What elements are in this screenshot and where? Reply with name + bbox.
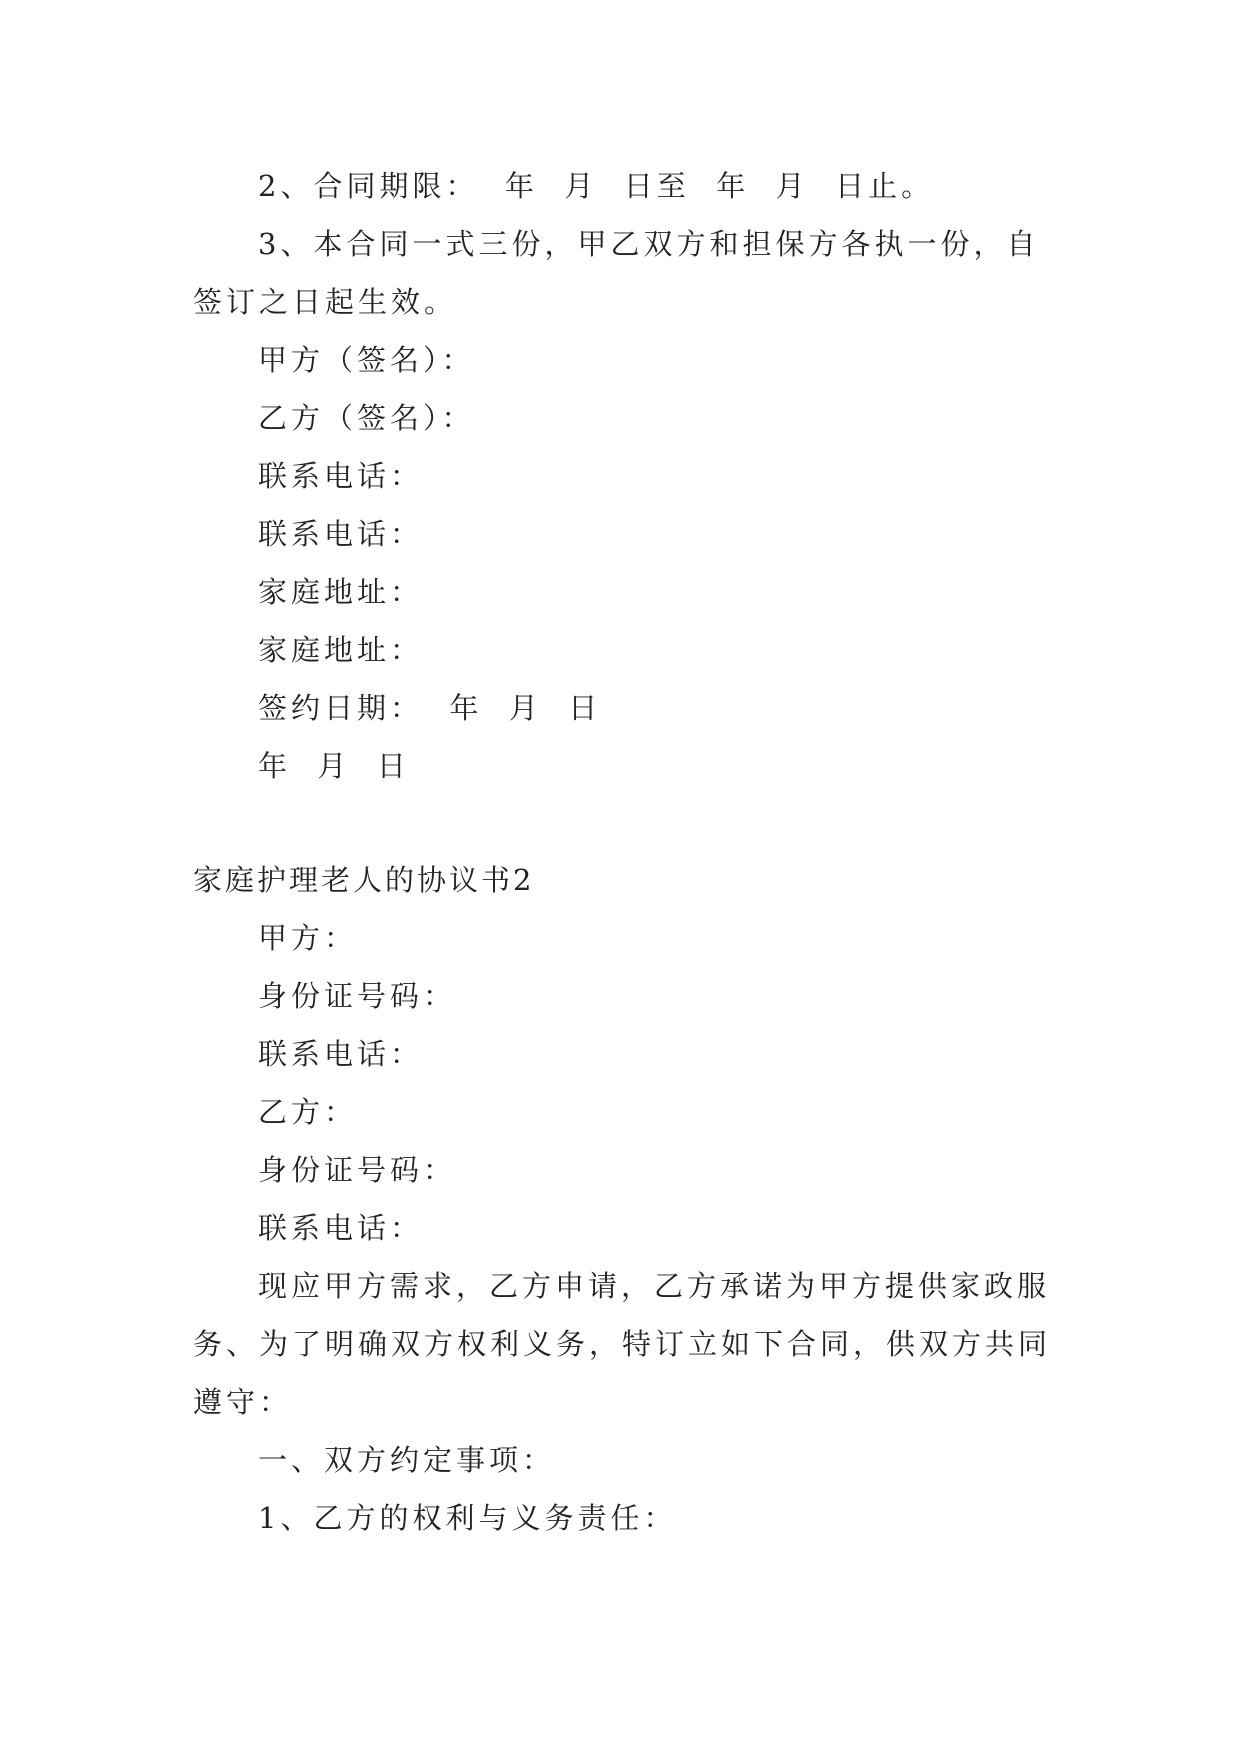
phone-line: 联系电话： <box>258 459 424 493</box>
party-a-line: 甲方： <box>258 921 358 955</box>
phone-line: 联系电话： <box>258 1037 424 1071</box>
address-line: 家庭地址： <box>258 633 424 667</box>
party-a-signature-line: 甲方（签名）： <box>258 343 475 377</box>
phone-line: 联系电话： <box>258 517 424 551</box>
preamble-line: 现应甲方需求，乙方申请，乙方承诺为甲方提供家政服 <box>258 1269 1051 1303</box>
party-b-signature-line: 乙方（签名）： <box>258 401 475 435</box>
section-title: 家庭护理老人的协议书2 <box>193 863 535 897</box>
contract-term-line: 2、合同期限： 年 月 日至 年 月 日止。 <box>258 169 935 203</box>
party-b-line: 乙方： <box>258 1095 358 1129</box>
copies-clause-continuation: 签订之日起生效。 <box>193 285 458 319</box>
clause-heading: 1、乙方的权利与义务责任： <box>258 1501 677 1535</box>
address-line: 家庭地址： <box>258 575 424 609</box>
article-heading: 一、双方约定事项： <box>258 1443 556 1477</box>
id-number-line: 身份证号码： <box>258 1153 457 1187</box>
id-number-line: 身份证号码： <box>258 979 457 1013</box>
signing-date-line: 签约日期： 年 月 日 <box>258 691 602 725</box>
preamble-continuation: 务、为了明确双方权利义务，特订立如下合同，供双方共同 <box>193 1327 1052 1361</box>
copies-clause-line: 3、本合同一式三份，甲乙双方和担保方各执一份，自 <box>258 227 1040 261</box>
preamble-continuation: 遵守： <box>193 1385 293 1419</box>
date-line: 年 月 日 <box>258 749 410 783</box>
phone-line: 联系电话： <box>258 1211 424 1245</box>
